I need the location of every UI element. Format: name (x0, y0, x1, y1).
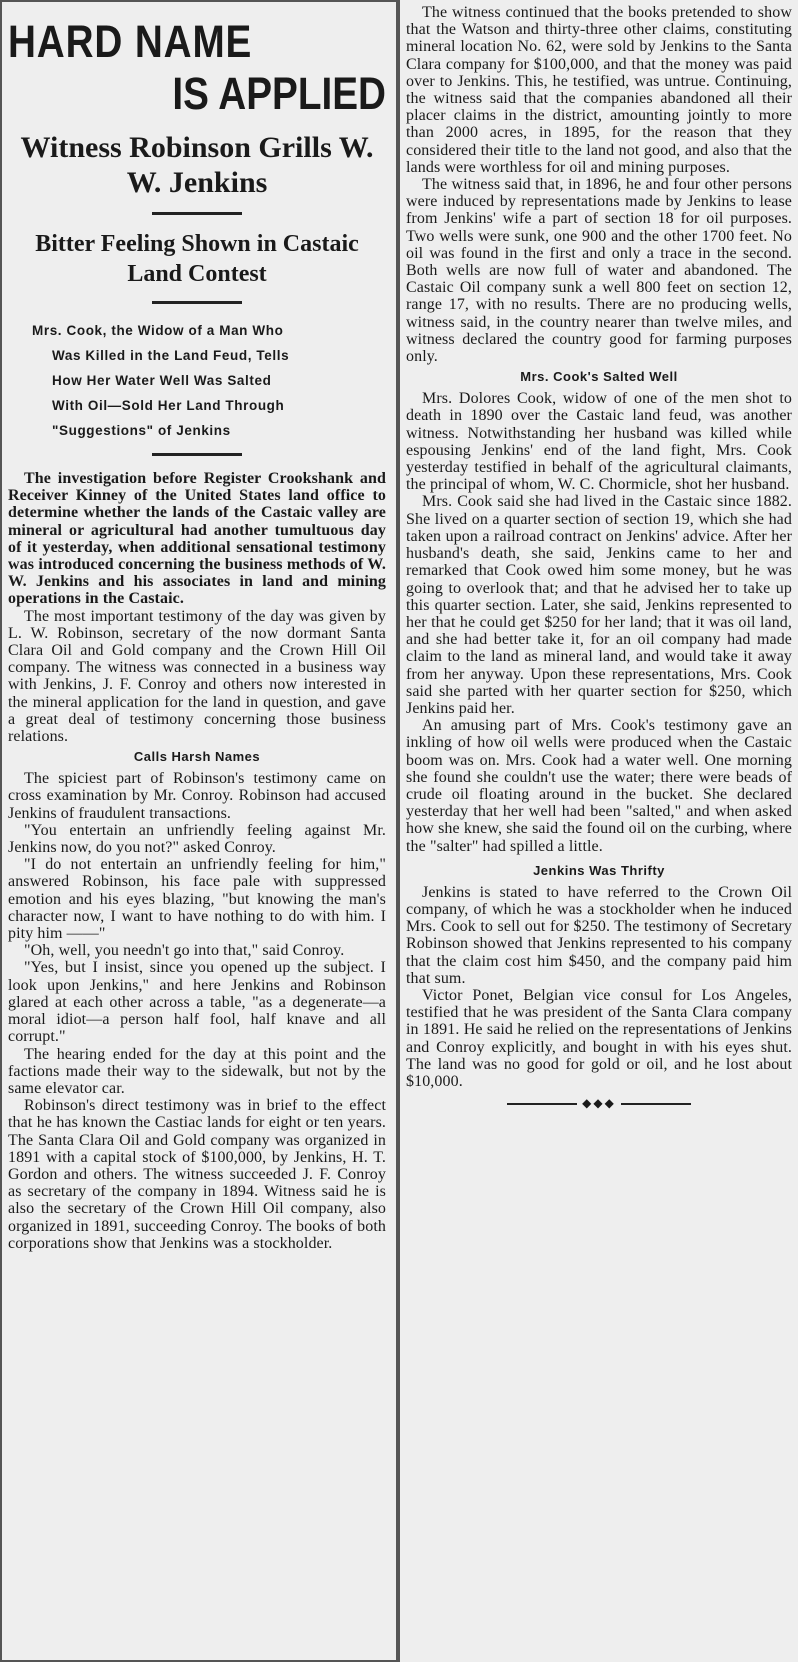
paragraph: Mrs. Cook said she had lived in the Castaic since 1882. She lived on a quarter section of section 19, which she had taken upon a railroad contract on Jenkins' advice. After her husband's death, she said, Jenkins came to her and remarked that Cook owed him some money, but he was going to overlook that; and that he advised her to take up this quarter section. Later, she said, Jenkins represented to her that he could get $250 for her land; that it was oil land, and she had better take it, for an oil company had made claim to the land as mineral land, and would take it away from her anyway. Upon these representations, Mrs. Cook said she parted with her quarter section for $250, which Jenkins paid her. (406, 493, 792, 717)
deck-secondary: Bitter Feeling Shown in Castaic Land Contest (35, 231, 359, 287)
deck-summary-line: How Her Water Well Was Salted (52, 373, 272, 388)
deck-summary-line: Was Killed in the Land Feud, Tells (52, 348, 290, 363)
paragraph: Robinson's direct testimony was in brief to the effect that he has known the Castiac lands for eight or ten years. The Santa Clara Oil and Gold company was organized in 1891 with a capital stock of $100,000, by Jenkins, H. T. Gordon and others. The witness succeeded J. F. Conroy as secretary of the company in 1894. Witness said he is also the secretary of the Crown Hill Oil company, also organized in 1891, succeeding Conroy. The books of both corporations show that Jenkins was a stockholder. (8, 1097, 386, 1252)
paragraph: Jenkins is stated to have referred to the Crown Oil company, of which he was a stockholder when he induced Mrs. Cook to sell out for $250. The testimony of Secretary Robinson showed that Jenkins represented to his company that the claim cost him $450, and the company paid him that sum. (406, 883, 792, 987)
paragraph: The witness continued that the books pretended to show that the Watson and thirty-three other claims, constituting mineral location No. 62, were sold by Jenkins to the Santa Clara company for $100,000, and that the money was paid over to Jenkins. This, he testified, was untrue. Continuing, the witness said that the companies abandoned all their placer claims in the district, amounting jointly to more than 2000 acres, in 1895, for the reason that they considered their title to the land not good, and also that the lands were worthless for oil and mining purposes. (406, 4, 792, 176)
paragraph: Mrs. Dolores Cook, widow of one of the men shot to death in 1890 over the Castaic land feud, was another witness. Notwithstanding her husband was killed while espousing Jenkins' end of the land fight, Mrs. Cook yesterday testified in behalf of the agricultural claimants, the principal of whom, W. C. Chormicle, shot her husband. (406, 390, 792, 494)
ornament-rule (621, 1103, 691, 1105)
deck-rule (152, 301, 242, 304)
headline-line-1: HARD NAME (8, 16, 253, 67)
paragraph: "Oh, well, you needn't go into that," said Conroy. (24, 942, 345, 960)
lead-paragraph: The investigation before Register Crookshank and Receiver Kinney of the United States land office to determine whether the lands of the Castaic valley are mineral or agricultural had another tumultuous day of it yesterday, when additional sensational testimony was introduced concerning the business methods of W. W. Jenkins and his associates in land and mining operations in the Castaic. (8, 470, 386, 608)
end-ornament (406, 1096, 792, 1111)
paragraph: "You entertain an unfriendly feeling against Mr. Jenkins now, do you not?" asked Conroy. (8, 821, 386, 857)
ornament-rule (507, 1103, 577, 1105)
paragraph: "I do not entertain an unfriendly feeling for him," answered Robinson, his face pale with suppressed emotion and his eyes blazing, "but knowing the man's character now, I want to have nothing to do with him. I pity him ——" (8, 856, 386, 943)
subheading-jenkins-thrifty: Jenkins Was Thrifty (533, 862, 665, 878)
paragraph: The witness said that, in 1896, he and four other persons were induced by representations made by Jenkins to lease from Jenkins' wife a part of section 18 for oil purposes. Two wells were sunk, one 900 and the other 1700 feet. No oil was found in the first and only a trace in the second. Both wells are now full of water and abandoned. The Castaic Oil company sunk a well 800 feet on section 12, range 17, with no results. There are no producing wells, witness said, in the country nearer than twelve miles, and witness declared the country good for farming purposes only. (406, 176, 792, 366)
paragraph: Victor Ponet, Belgian vice consul for Los Angeles, testified that he was president of the Santa Clara company in 1891. He said he relied on the representations of Jenkins and Conroy explicitly, and bought in with his eyes shut. The land was no good for gold or oil, and he lost about $10,000. (406, 986, 792, 1090)
deck-summary-line: With Oil—Sold Her Land Through (52, 398, 285, 413)
paragraph: An amusing part of Mrs. Cook's testimony gave an inkling of how oil wells were produced when the Castaic boom was on. Mrs. Cook had a water well. One morning she found she couldn't use the water; there were beads of crude oil floating around in the bucket. She declared yesterday that her well had been "salted," and when asked how she knew, she said the found oil on the curbing, where the "salter" had spilled a little. (406, 717, 792, 855)
paragraph: The most important testimony of the day was given by L. W. Robinson, secretary of the now dormant Santa Clara Oil and Gold company and the Crown Hill Oil company. The witness was connected in a business way with Jenkins, J. F. Conroy and others now interested in the mineral application for the land in question, and gave a great deal of testimony concerning those business relations. (8, 607, 386, 746)
ornament-diamonds: ◆◆◆ (582, 1096, 616, 1111)
right-column (400, 0, 798, 1662)
deck-rule (152, 453, 242, 456)
deck-summary-line: "Suggestions" of Jenkins (52, 423, 231, 438)
paragraph: "Yes, but I insist, since you opened up the subject. I look upon Jenkins," and here Jenkins and Robinson glared at each other across a table, "as a degenerate—a moral idiot—a person half fool, half knave and all corrupt." (8, 959, 386, 1046)
deck-summary (8, 318, 386, 443)
subheading-calls-harsh-names: Calls Harsh Names (133, 749, 261, 765)
paragraph: The spiciest part of Robinson's testimony came on cross examination by Mr. Conroy. Robinson had accused Jenkins of fraudulent transactions. (8, 770, 386, 822)
deck-summary-line: Mrs. Cook, the Widow of a Man Who (32, 323, 284, 338)
deck-rule (152, 212, 242, 215)
deck-primary: Witness Robinson Grills W. W. Jenkins (20, 131, 374, 199)
headline-line-2: IS APPLIED (172, 68, 386, 119)
left-column (0, 0, 398, 1662)
paragraph: The hearing ended for the day at this point and the factions made their way to the sidewalk, but not by the same elevator car. (8, 1045, 386, 1097)
subheading-salted-well: Mrs. Cook's Salted Well (520, 369, 678, 385)
